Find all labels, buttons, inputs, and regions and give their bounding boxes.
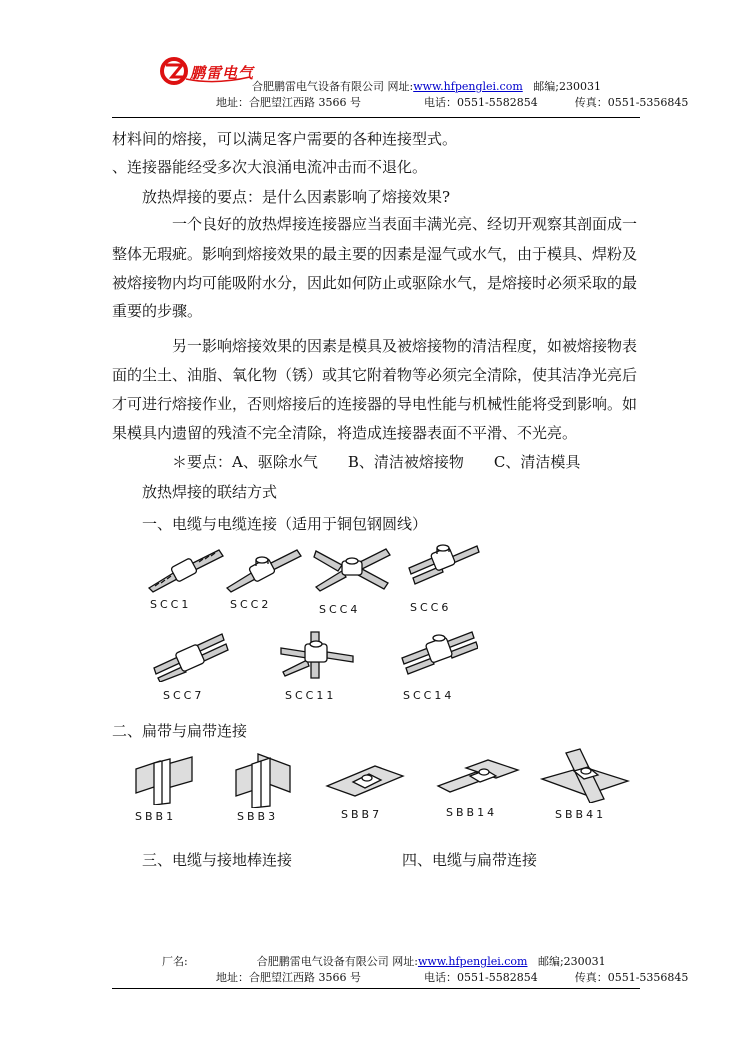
header-address-line [216,94,688,110]
para1-line: 一个良好的放热焊接连接器应当表面丰满光亮、经切开观察其剖面成一 [172,215,638,233]
footer-website-label: 网址: [392,955,418,968]
footer-website-link[interactable]: www.hfpenglei.com [417,955,528,968]
scc2-connector-drawing [223,548,303,593]
keypoints: ＊要点：A、驱除水气 B、清洁被熔接物 C、清洁模具 [172,453,581,471]
para2-line: 才可进行熔接作业，否则熔接后的连接器的导电性能与机械性能将受到影响。如 [112,395,638,413]
header-website-label: 网址: [387,80,414,93]
header-phone: 电话：0551-5582854 [424,96,538,109]
scc11-connector-drawing [277,628,357,680]
para2-line: 另一影响熔接效果的因素是模具及被熔接物的清洁程度，如被熔接物表 [172,337,638,355]
scc7-connector-drawing [150,632,230,682]
footer-postcode: 邮编;230031 [537,955,606,968]
scc-label: SCC14 [403,689,455,702]
header-website-link[interactable]: www.hfpenglei.com [413,80,523,93]
footer-company-line [162,953,606,969]
para1-line: 重要的步骤。 [112,302,203,320]
scc-label: SCC6 [410,601,452,614]
header-fax: 传真：0551-5356845 [574,96,689,109]
sbb-label: SBB14 [446,806,498,819]
scc-label: SCC4 [319,603,361,616]
scc-label: SCC1 [150,598,192,611]
header-divider [112,117,640,118]
sbb-label: SBB1 [135,810,177,823]
para2-line: 面的尘土、油脂、氧化物（锈）或其它附着物等必须完全清除，使其洁净光亮后 [112,366,638,384]
body-line-3: 放热焊接的要点：是什么因素影响了熔接效果? [142,188,451,206]
header-company: 合肥鹏雷电气设备有限公司 [252,80,384,93]
scc-label: SCC7 [163,689,205,702]
sbb-label: SBB7 [341,808,383,821]
scc4-connector-drawing [312,545,392,593]
footer-maker-label: 厂名: [162,955,188,968]
sbb-label: SBB3 [237,810,279,823]
scc-label: SCC11 [285,689,337,702]
sbb14-connector-drawing [436,758,520,800]
footer-divider [112,988,640,989]
footer-phone: 电话：0551-5582854 [424,971,538,984]
sbb41-connector-drawing [540,745,630,803]
sbb-label: SBB41 [555,808,607,821]
scc-label: SCC2 [230,598,272,611]
header-address: 地址：合肥望江西路 3566 号 [216,96,361,109]
scc1-connector-drawing [145,548,225,593]
para1-line: 被熔接物内均可能吸附水分，因此如何防止或驱除水气，是熔接时必须采取的最 [112,274,638,292]
section-1-heading: 一、电缆与电缆连接（适用于铜包钢圆线） [142,515,428,533]
para2-line: 果模具内遗留的残渣不完全清除，将造成连接器表面不平滑、不光亮。 [112,424,578,442]
body-line-2: 、连接器能经受多次大浪涌电流冲击而不退化。 [112,158,428,176]
logo-brand-text: 鹏雷电气 [190,64,255,82]
footer-address-line [216,969,688,985]
para1-line: 整体无瑕疵。影响到熔接效果的最主要的因素是湿气或水气，由于模具、焊粉及 [112,245,638,263]
sbb7-connector-drawing [325,760,405,802]
footer-company: 合肥鹏雷电气设备有限公司 [256,955,389,968]
footer-address: 地址：合肥望江西路 3566 号 [216,971,361,984]
footer-fax: 传真：0551-5356845 [574,971,689,984]
section-title: 放热焊接的联结方式 [142,483,278,501]
scc14-connector-drawing [398,628,478,676]
body-line-1: 材料间的熔接，可以满足客户需要的各种连接型式。 [112,130,458,148]
scc6-connector-drawing [403,540,483,588]
header-company-line [252,78,601,94]
sbb1-connector-drawing [128,755,200,805]
section-4-heading: 四、电缆与扁带连接 [402,851,538,869]
section-3-heading: 三、电缆与接地棒连接 [142,851,293,869]
section-2-heading: 二、扁带与扁带连接 [112,722,248,740]
header-postcode: 邮编;230031 [533,80,601,93]
sbb3-connector-drawing [230,752,302,808]
